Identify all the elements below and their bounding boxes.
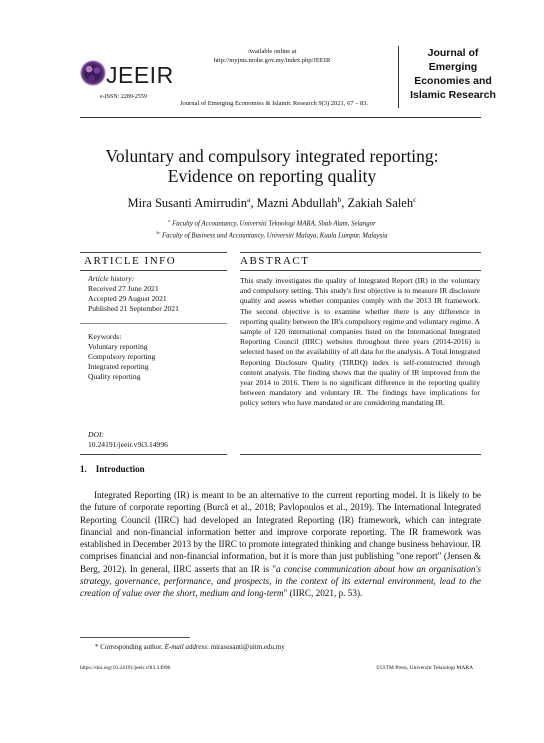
journal-url[interactable]: http://myjms.mohe.gov.my/index.php/JEEIR (213, 57, 331, 64)
keywords-block (88, 332, 226, 382)
footer-copyright: ©UiTM Press, Universiti Teknologi MARA (376, 665, 474, 671)
abstract-header-rule (240, 270, 481, 271)
keyword: Quality reporting (88, 372, 141, 381)
title-line: Evidence on reporting quality (167, 166, 377, 186)
journal-name-line: Journal of (427, 47, 479, 59)
journal-name-line: Islamic Research (410, 89, 496, 101)
doi-value[interactable]: 10.24191/jeeir.v9i3.14996 (88, 440, 168, 449)
journal-logo-text: JEEIR (106, 62, 174, 88)
section-heading: 1. Introduction (80, 464, 145, 474)
history-label: Article history: (88, 274, 135, 283)
journal-name-line: Emerging (428, 61, 478, 73)
info-bottom-rule (80, 454, 227, 455)
author-sup: a (247, 195, 251, 204)
title-line: Voluntary and compulsory integrated reporting: (105, 146, 439, 166)
affiliation-text: Faculty of Business and Accountancy, Universiti Malaya, Kuala Lumpur, Malaysia (161, 232, 388, 240)
footnote-rule (80, 637, 190, 638)
doi-block (88, 430, 226, 450)
email-label: E-mail address (164, 643, 207, 651)
intro-quote: a concise communication about how an organisation's strategy, governance, performance, and prospects, in the context of its external environment, lead to the creation of value over the short, medium and long-term (80, 563, 481, 599)
footer-doi-link[interactable]: https://doi.org/10.24191/jeeir.v9i3.14996 (80, 665, 171, 671)
available-online-label: Available online at (247, 48, 297, 55)
issn: e-ISSN: 2289-2559 (100, 94, 147, 100)
author-sup: b (337, 195, 342, 204)
abstract-heading: ABSTRACT (240, 255, 310, 267)
header-divider (80, 117, 481, 118)
affiliation-sup: bc (156, 230, 161, 236)
journal-name-line: Economies and (414, 75, 492, 87)
accepted-date: Accepted 29 August 2021 (88, 294, 167, 303)
author-name: Mazni Abdullah (256, 196, 338, 211)
info-divider (80, 323, 227, 324)
journal-name-box (398, 46, 503, 108)
info-top-rule (80, 252, 227, 253)
keywords-label: Keywords: (88, 332, 122, 341)
published-date: Published 21 September 2021 (88, 304, 179, 313)
abstract-top-rule (240, 252, 481, 253)
keyword: Compulsory reporting (88, 352, 156, 361)
author-sup: c (413, 195, 417, 204)
affiliation-sup: a (168, 218, 171, 223)
email-address[interactable]: : mirasusanti@uitm.edu.my (206, 643, 285, 651)
article-history (88, 274, 226, 314)
affiliation-text: Faculty of Accountancy, Universiti Teknologi MARA, Shah Alam, Selangor (172, 220, 376, 228)
abstract-text: This study investigates the quality of Integrated Report (IR) in the voluntary and compulsory setting. This study's first objective is to measure IR disclosure quality and assess whether companies comply with the 2013 IR framework. The second objective is to examine whether there is any difference in reporting quality between the IR's compulsory regime and voluntary regime. A sample of 120 international companies listed on the International Integrated Reporting Council (IIRC) websites throughout three years (2014-2016) is selected based on the availability of all data for the analysis. A Total Integrated Reporting Disclosure Quality (TIRDQ) index is self-constructed through content analysis. The finding shows that the quality of IR improved from the year 2014 to 2016. There is no significant difference in the reporting quality between mandatory and voluntary IR. The findings have implications for policy setters who have mandated or are considering mandating IR. (240, 276, 480, 408)
keyword: Voluntary reporting (88, 342, 148, 351)
intro-text: Integrated Reporting (IR) is meant to be an alternative to the current reporting model. It is likely to be the future of corporate reporting (Burcă et al., 2018; Pavlopoulos et al., 2019). The International Integrated Reporting Council (IIRC) had developed an Integrated Reporting (IR) framework, which can integrate financial and non-financial information better and improve corporate reporting. The IR framework was established in December 2013 by the IIRC to promote integrated thinking and change business behaviour. IR comprises financial and non-financial information, but it is more than just publishing "one report" (Jensen & Berg, 2012). In general, IIRC asserts that an IR is " (80, 490, 481, 574)
received-date: Received 27 June 2021 (88, 284, 159, 293)
affiliations (0, 216, 544, 241)
article-info-heading: ARTICLE INFO (84, 255, 177, 267)
intro-paragraph (80, 489, 481, 600)
journal-citation: Journal of Emerging Economies & Islamic Research 9(3) 2021, 67 – 83. (180, 100, 369, 107)
footnote-prefix: * Corresponding author. (95, 643, 165, 651)
author-list: Mira Susanti Amirrudin$^a$, Mazni Abdullah$^b$, Zakiah Saleh$^c$ (127, 195, 417, 211)
author-name: Mira Susanti Amirrudin (127, 196, 247, 211)
intro-text-end: " (IIRC, 2021, p. 53). (283, 588, 363, 599)
affiliation (0, 228, 544, 240)
doi-label: DOI: (88, 430, 105, 439)
affiliation (0, 216, 544, 228)
corresponding-author-footnote (95, 643, 285, 651)
abstract-bottom-rule (240, 454, 481, 455)
author-name: Zakiah Saleh (347, 196, 414, 211)
keyword: Integrated reporting (88, 362, 149, 371)
paper-title (0, 146, 544, 186)
info-header-rule (80, 270, 227, 271)
